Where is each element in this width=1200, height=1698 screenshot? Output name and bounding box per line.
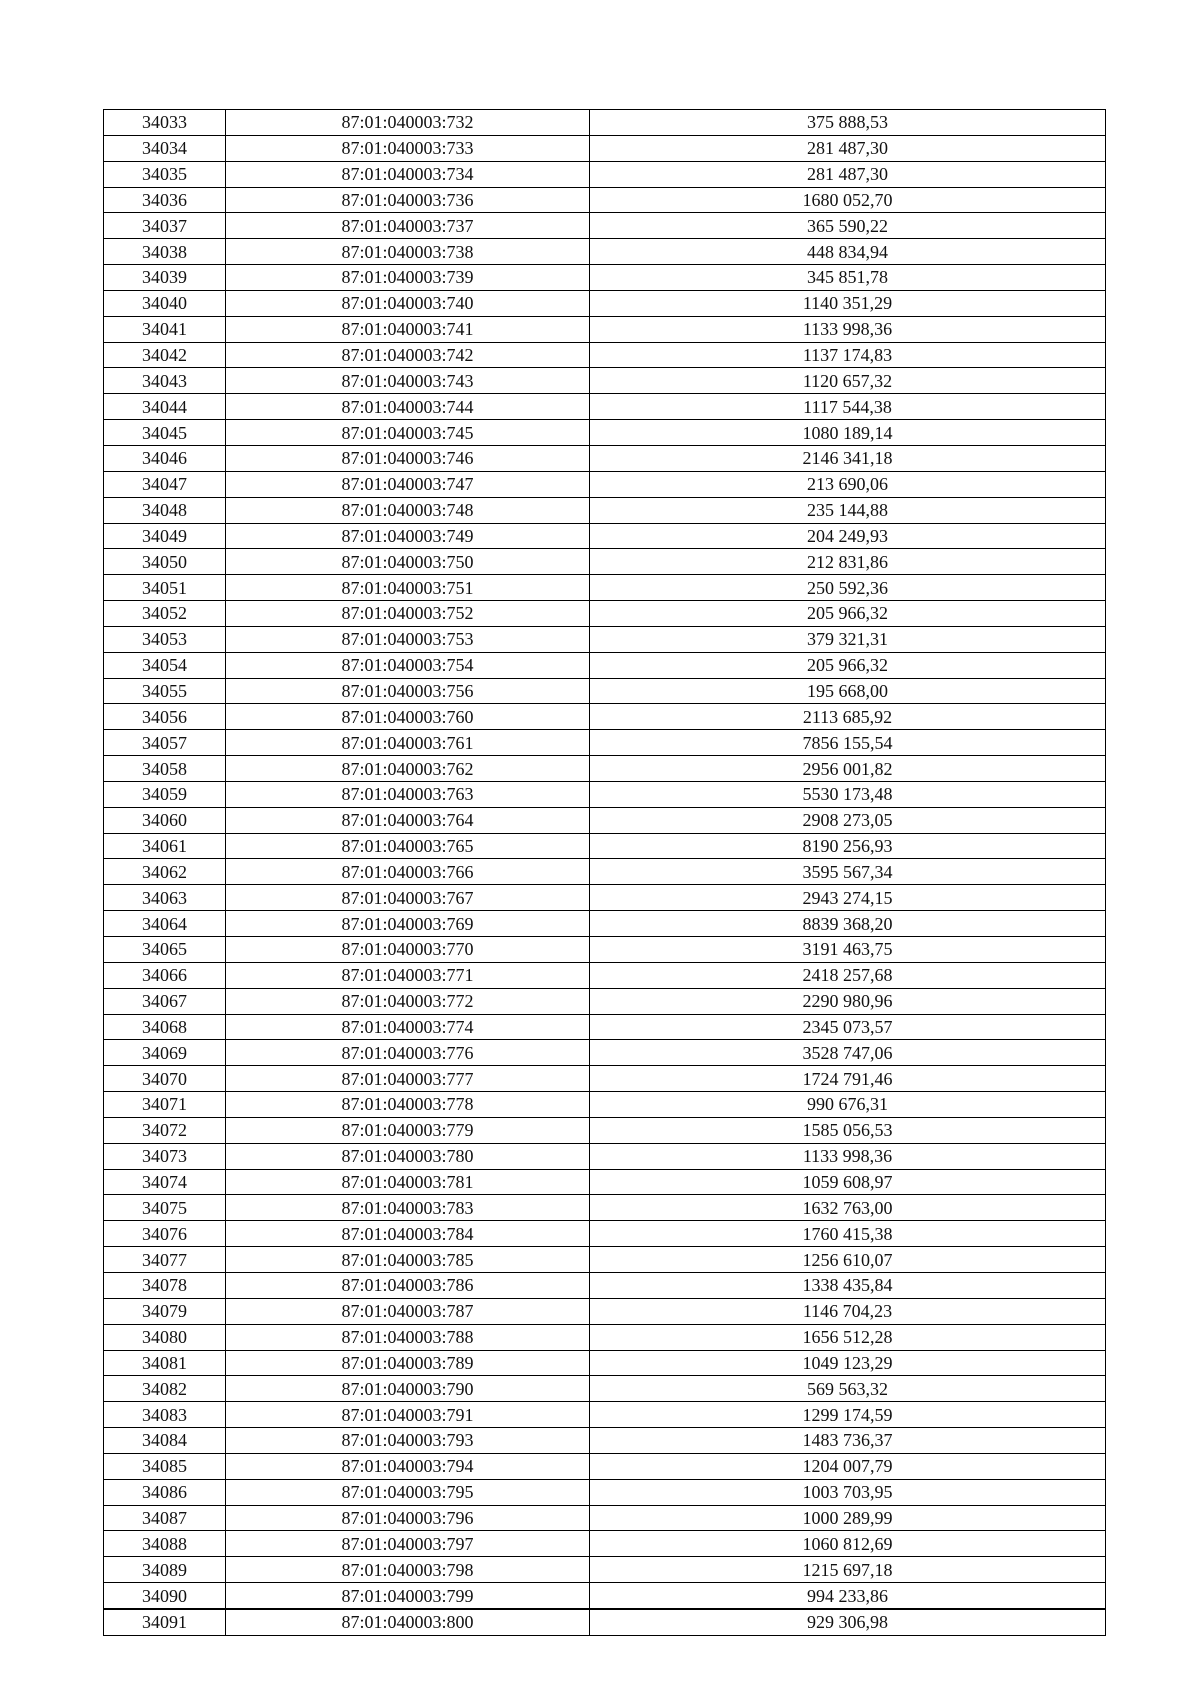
cadastral-value-table <box>103 109 1106 1636</box>
table-row <box>104 290 1106 316</box>
cadastral-number-cell: 87:01:040003:798 <box>226 1557 590 1583</box>
row-number-cell: 34061 <box>104 833 226 859</box>
cadastral-value-cell: 569 563,32 <box>590 1376 1106 1402</box>
cadastral-number-cell: 87:01:040003:794 <box>226 1453 590 1479</box>
cadastral-number-cell: 87:01:040003:777 <box>226 1066 590 1092</box>
cadastral-number-cell: 87:01:040003:749 <box>226 523 590 549</box>
table-row <box>104 575 1106 601</box>
table-row <box>104 420 1106 446</box>
table-row <box>104 1298 1106 1324</box>
table-row <box>104 1117 1106 1143</box>
row-number-cell: 34039 <box>104 265 226 291</box>
cadastral-number-cell: 87:01:040003:771 <box>226 962 590 988</box>
cadastral-value-cell: 1483 736,37 <box>590 1428 1106 1454</box>
cadastral-number-cell: 87:01:040003:787 <box>226 1298 590 1324</box>
table-row <box>104 1609 1106 1635</box>
table-row <box>104 756 1106 782</box>
cadastral-number-cell: 87:01:040003:765 <box>226 833 590 859</box>
row-number-cell: 34081 <box>104 1350 226 1376</box>
cadastral-value-cell: 1000 289,99 <box>590 1505 1106 1531</box>
row-number-cell: 34035 <box>104 161 226 187</box>
row-number-cell: 34036 <box>104 187 226 213</box>
table-row <box>104 626 1106 652</box>
cadastral-value-cell: 3191 463,75 <box>590 937 1106 963</box>
row-number-cell: 34082 <box>104 1376 226 1402</box>
row-number-cell: 34085 <box>104 1453 226 1479</box>
cadastral-value-cell: 1656 512,28 <box>590 1324 1106 1350</box>
cadastral-number-cell: 87:01:040003:790 <box>226 1376 590 1402</box>
cadastral-number-cell: 87:01:040003:761 <box>226 730 590 756</box>
cadastral-number-cell: 87:01:040003:740 <box>226 290 590 316</box>
row-number-cell: 34046 <box>104 445 226 471</box>
table-row <box>104 239 1106 265</box>
cadastral-number-cell: 87:01:040003:750 <box>226 549 590 575</box>
cadastral-number-cell: 87:01:040003:796 <box>226 1505 590 1531</box>
table-row <box>104 1505 1106 1531</box>
table-row <box>104 1557 1106 1583</box>
table-row <box>104 1247 1106 1273</box>
row-number-cell: 34068 <box>104 1014 226 1040</box>
cadastral-number-cell: 87:01:040003:752 <box>226 601 590 627</box>
cadastral-number-cell: 87:01:040003:734 <box>226 161 590 187</box>
cadastral-number-cell: 87:01:040003:789 <box>226 1350 590 1376</box>
table-row <box>104 1324 1106 1350</box>
table-row <box>104 652 1106 678</box>
row-number-cell: 34071 <box>104 1092 226 1118</box>
table-row <box>104 213 1106 239</box>
cadastral-number-cell: 87:01:040003:754 <box>226 652 590 678</box>
row-number-cell: 34053 <box>104 626 226 652</box>
table-row <box>104 1350 1106 1376</box>
cadastral-number-cell: 87:01:040003:745 <box>226 420 590 446</box>
row-number-cell: 34074 <box>104 1169 226 1195</box>
table-row <box>104 394 1106 420</box>
table-row <box>104 807 1106 833</box>
row-number-cell: 34089 <box>104 1557 226 1583</box>
table-row <box>104 781 1106 807</box>
row-number-cell: 34072 <box>104 1117 226 1143</box>
cadastral-value-cell: 1146 704,23 <box>590 1298 1106 1324</box>
table-row <box>104 885 1106 911</box>
cadastral-value-cell: 212 831,86 <box>590 549 1106 575</box>
cadastral-value-cell: 1140 351,29 <box>590 290 1106 316</box>
cadastral-value-cell: 2908 273,05 <box>590 807 1106 833</box>
cadastral-number-cell: 87:01:040003:767 <box>226 885 590 911</box>
cadastral-number-cell: 87:01:040003:785 <box>226 1247 590 1273</box>
cadastral-number-cell: 87:01:040003:776 <box>226 1040 590 1066</box>
row-number-cell: 34055 <box>104 678 226 704</box>
row-number-cell: 34080 <box>104 1324 226 1350</box>
row-number-cell: 34048 <box>104 497 226 523</box>
table-row <box>104 1583 1106 1609</box>
row-number-cell: 34040 <box>104 290 226 316</box>
cadastral-value-cell: 990 676,31 <box>590 1092 1106 1118</box>
cadastral-value-cell: 205 966,32 <box>590 652 1106 678</box>
cadastral-value-cell: 1137 174,83 <box>590 342 1106 368</box>
row-number-cell: 34038 <box>104 239 226 265</box>
table-row <box>104 730 1106 756</box>
cadastral-number-cell: 87:01:040003:766 <box>226 859 590 885</box>
cadastral-number-cell: 87:01:040003:764 <box>226 807 590 833</box>
cadastral-value-cell: 1760 415,38 <box>590 1221 1106 1247</box>
row-number-cell: 34075 <box>104 1195 226 1221</box>
row-number-cell: 34067 <box>104 988 226 1014</box>
cadastral-value-cell: 7856 155,54 <box>590 730 1106 756</box>
table-row <box>104 110 1106 136</box>
row-number-cell: 34069 <box>104 1040 226 1066</box>
cadastral-value-cell: 994 233,86 <box>590 1583 1106 1609</box>
row-number-cell: 34044 <box>104 394 226 420</box>
table-row <box>104 187 1106 213</box>
table-row <box>104 1221 1106 1247</box>
row-number-cell: 34058 <box>104 756 226 782</box>
row-number-cell: 34052 <box>104 601 226 627</box>
row-number-cell: 34056 <box>104 704 226 730</box>
table-row <box>104 549 1106 575</box>
cadastral-number-cell: 87:01:040003:762 <box>226 756 590 782</box>
cadastral-value-cell: 1133 998,36 <box>590 316 1106 342</box>
row-number-cell: 34083 <box>104 1402 226 1428</box>
cadastral-value-cell: 204 249,93 <box>590 523 1106 549</box>
cadastral-value-cell: 235 144,88 <box>590 497 1106 523</box>
row-number-cell: 34062 <box>104 859 226 885</box>
table-row <box>104 1402 1106 1428</box>
cadastral-number-cell: 87:01:040003:781 <box>226 1169 590 1195</box>
table-row <box>104 316 1106 342</box>
row-number-cell: 34059 <box>104 781 226 807</box>
cadastral-value-cell: 2146 341,18 <box>590 445 1106 471</box>
table-row <box>104 1428 1106 1454</box>
row-number-cell: 34041 <box>104 316 226 342</box>
cadastral-number-cell: 87:01:040003:797 <box>226 1531 590 1557</box>
cadastral-value-cell: 2943 274,15 <box>590 885 1106 911</box>
table-row <box>104 265 1106 291</box>
row-number-cell: 34037 <box>104 213 226 239</box>
row-number-cell: 34063 <box>104 885 226 911</box>
cadastral-value-cell: 1338 435,84 <box>590 1272 1106 1298</box>
row-number-cell: 34078 <box>104 1272 226 1298</box>
cadastral-value-cell: 5530 173,48 <box>590 781 1106 807</box>
table-row <box>104 497 1106 523</box>
cadastral-number-cell: 87:01:040003:793 <box>226 1428 590 1454</box>
row-number-cell: 34051 <box>104 575 226 601</box>
cadastral-value-cell: 1256 610,07 <box>590 1247 1106 1273</box>
row-number-cell: 34073 <box>104 1143 226 1169</box>
cadastral-number-cell: 87:01:040003:783 <box>226 1195 590 1221</box>
row-number-cell: 34076 <box>104 1221 226 1247</box>
table-row <box>104 833 1106 859</box>
row-number-cell: 34084 <box>104 1428 226 1454</box>
cadastral-number-cell: 87:01:040003:770 <box>226 937 590 963</box>
row-number-cell: 34057 <box>104 730 226 756</box>
cadastral-value-cell: 1080 189,14 <box>590 420 1106 446</box>
table-row <box>104 368 1106 394</box>
cadastral-number-cell: 87:01:040003:737 <box>226 213 590 239</box>
cadastral-value-cell: 3528 747,06 <box>590 1040 1106 1066</box>
table-row <box>104 911 1106 937</box>
cadastral-value-cell: 2956 001,82 <box>590 756 1106 782</box>
cadastral-value-cell: 379 321,31 <box>590 626 1106 652</box>
row-number-cell: 34086 <box>104 1479 226 1505</box>
table-row <box>104 161 1106 187</box>
row-number-cell: 34090 <box>104 1583 226 1609</box>
cadastral-value-cell: 1049 123,29 <box>590 1350 1106 1376</box>
cadastral-value-cell: 281 487,30 <box>590 161 1106 187</box>
cadastral-number-cell: 87:01:040003:738 <box>226 239 590 265</box>
cadastral-number-cell: 87:01:040003:753 <box>226 626 590 652</box>
cadastral-value-cell: 1724 791,46 <box>590 1066 1106 1092</box>
cadastral-number-cell: 87:01:040003:779 <box>226 1117 590 1143</box>
cadastral-value-cell: 250 592,36 <box>590 575 1106 601</box>
cadastral-number-cell: 87:01:040003:795 <box>226 1479 590 1505</box>
table-row <box>104 523 1106 549</box>
cadastral-value-cell: 365 590,22 <box>590 213 1106 239</box>
cadastral-number-cell: 87:01:040003:799 <box>226 1583 590 1609</box>
cadastral-number-cell: 87:01:040003:739 <box>226 265 590 291</box>
cadastral-value-cell: 1059 608,97 <box>590 1169 1106 1195</box>
cadastral-value-cell: 1117 544,38 <box>590 394 1106 420</box>
table-row <box>104 1453 1106 1479</box>
cadastral-value-cell: 1003 703,95 <box>590 1479 1106 1505</box>
table-row <box>104 471 1106 497</box>
cadastral-value-cell: 1585 056,53 <box>590 1117 1106 1143</box>
row-number-cell: 34054 <box>104 652 226 678</box>
cadastral-number-cell: 87:01:040003:760 <box>226 704 590 730</box>
row-number-cell: 34064 <box>104 911 226 937</box>
cadastral-value-cell: 929 306,98 <box>590 1609 1106 1635</box>
cadastral-number-cell: 87:01:040003:743 <box>226 368 590 394</box>
cadastral-value-cell: 2345 073,57 <box>590 1014 1106 1040</box>
table-row <box>104 1143 1106 1169</box>
cadastral-value-cell: 1632 763,00 <box>590 1195 1106 1221</box>
row-number-cell: 34091 <box>104 1609 226 1635</box>
row-number-cell: 34034 <box>104 135 226 161</box>
cadastral-number-cell: 87:01:040003:778 <box>226 1092 590 1118</box>
cadastral-number-cell: 87:01:040003:751 <box>226 575 590 601</box>
table-row <box>104 342 1106 368</box>
table-row <box>104 1014 1106 1040</box>
row-number-cell: 34047 <box>104 471 226 497</box>
cadastral-value-cell: 205 966,32 <box>590 601 1106 627</box>
row-number-cell: 34060 <box>104 807 226 833</box>
cadastral-number-cell: 87:01:040003:786 <box>226 1272 590 1298</box>
row-number-cell: 34045 <box>104 420 226 446</box>
row-number-cell: 34043 <box>104 368 226 394</box>
cadastral-value-cell: 1060 812,69 <box>590 1531 1106 1557</box>
table-row <box>104 445 1106 471</box>
table-row <box>104 1376 1106 1402</box>
cadastral-number-cell: 87:01:040003:780 <box>226 1143 590 1169</box>
cadastral-number-cell: 87:01:040003:736 <box>226 187 590 213</box>
cadastral-value-cell: 1299 174,59 <box>590 1402 1106 1428</box>
row-number-cell: 34087 <box>104 1505 226 1531</box>
table-row <box>104 678 1106 704</box>
cadastral-value-cell: 345 851,78 <box>590 265 1106 291</box>
table-row <box>104 1272 1106 1298</box>
table-row <box>104 988 1106 1014</box>
cadastral-value-cell: 3595 567,34 <box>590 859 1106 885</box>
cadastral-number-cell: 87:01:040003:788 <box>226 1324 590 1350</box>
cadastral-value-cell: 375 888,53 <box>590 110 1106 136</box>
table-row <box>104 601 1106 627</box>
table-row <box>104 135 1106 161</box>
row-number-cell: 34042 <box>104 342 226 368</box>
cadastral-value-cell: 448 834,94 <box>590 239 1106 265</box>
row-number-cell: 34066 <box>104 962 226 988</box>
cadastral-value-cell: 1215 697,18 <box>590 1557 1106 1583</box>
cadastral-number-cell: 87:01:040003:774 <box>226 1014 590 1040</box>
table-row <box>104 1531 1106 1557</box>
table-row <box>104 1169 1106 1195</box>
cadastral-value-cell: 281 487,30 <box>590 135 1106 161</box>
cadastral-number-cell: 87:01:040003:741 <box>226 316 590 342</box>
table-row <box>104 937 1106 963</box>
row-number-cell: 34049 <box>104 523 226 549</box>
row-number-cell: 34065 <box>104 937 226 963</box>
cadastral-number-cell: 87:01:040003:746 <box>226 445 590 471</box>
cadastral-value-cell: 1133 998,36 <box>590 1143 1106 1169</box>
cadastral-number-cell: 87:01:040003:744 <box>226 394 590 420</box>
cadastral-number-cell: 87:01:040003:772 <box>226 988 590 1014</box>
row-number-cell: 34050 <box>104 549 226 575</box>
cadastral-number-cell: 87:01:040003:763 <box>226 781 590 807</box>
cadastral-value-cell: 1120 657,32 <box>590 368 1106 394</box>
cadastral-value-cell: 8839 368,20 <box>590 911 1106 937</box>
table-row <box>104 1040 1106 1066</box>
cadastral-value-cell: 8190 256,93 <box>590 833 1106 859</box>
table-row <box>104 1195 1106 1221</box>
cadastral-value-cell: 1680 052,70 <box>590 187 1106 213</box>
cadastral-value-cell: 213 690,06 <box>590 471 1106 497</box>
cadastral-number-cell: 87:01:040003:748 <box>226 497 590 523</box>
table-row <box>104 962 1106 988</box>
cadastral-number-cell: 87:01:040003:769 <box>226 911 590 937</box>
cadastral-number-cell: 87:01:040003:800 <box>226 1609 590 1635</box>
table-row <box>104 704 1106 730</box>
table-row <box>104 1479 1106 1505</box>
cadastral-value-cell: 195 668,00 <box>590 678 1106 704</box>
row-number-cell: 34079 <box>104 1298 226 1324</box>
table-row <box>104 1092 1106 1118</box>
cadastral-number-cell: 87:01:040003:784 <box>226 1221 590 1247</box>
cadastral-value-cell: 2418 257,68 <box>590 962 1106 988</box>
cadastral-value-cell: 2290 980,96 <box>590 988 1106 1014</box>
cadastral-number-cell: 87:01:040003:756 <box>226 678 590 704</box>
cadastral-number-cell: 87:01:040003:742 <box>226 342 590 368</box>
row-number-cell: 34088 <box>104 1531 226 1557</box>
cadastral-number-cell: 87:01:040003:791 <box>226 1402 590 1428</box>
cadastral-number-cell: 87:01:040003:733 <box>226 135 590 161</box>
table-row <box>104 1066 1106 1092</box>
cadastral-number-cell: 87:01:040003:732 <box>226 110 590 136</box>
cadastral-value-cell: 2113 685,92 <box>590 704 1106 730</box>
cadastral-number-cell: 87:01:040003:747 <box>226 471 590 497</box>
row-number-cell: 34077 <box>104 1247 226 1273</box>
cadastral-value-cell: 1204 007,79 <box>590 1453 1106 1479</box>
table-body <box>104 110 1106 1636</box>
table-row <box>104 859 1106 885</box>
row-number-cell: 34033 <box>104 110 226 136</box>
row-number-cell: 34070 <box>104 1066 226 1092</box>
